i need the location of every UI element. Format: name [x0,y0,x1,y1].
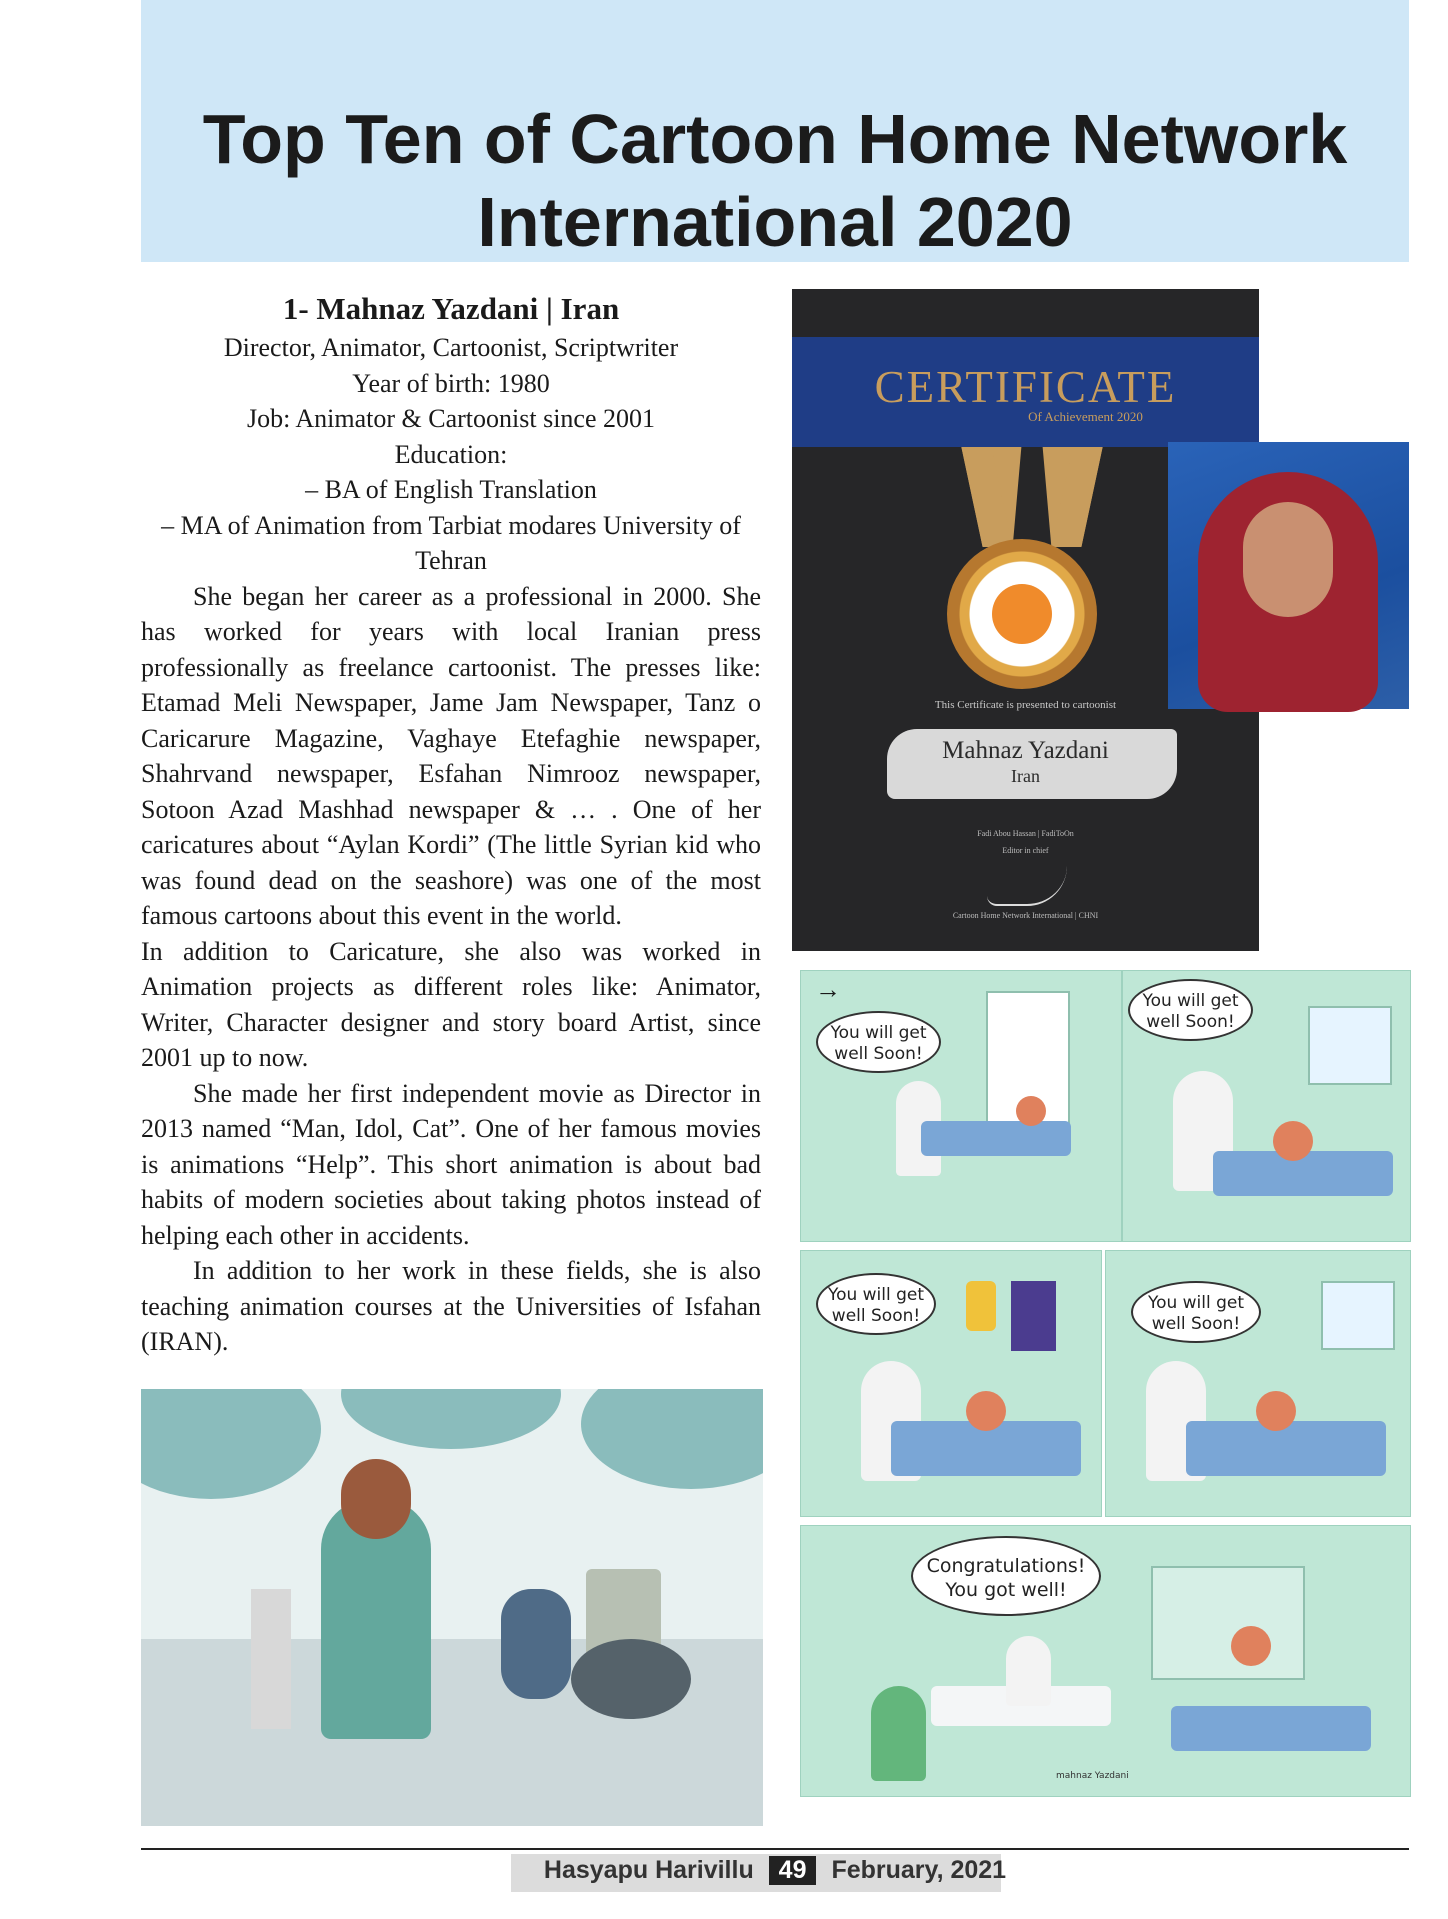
title-line-1: Top Ten of Cartoon Home Network [202,100,1348,178]
patient-head [1273,1121,1313,1161]
title-line-2: International 2020 [477,183,1073,261]
arrow-icon: → [815,975,841,1004]
certificate-network: Cartoon Home Network International | CHNI [952,911,1099,920]
iv-bag-icon [966,1281,996,1331]
speech-bubble-2: You will get well Soon! [1128,979,1253,1041]
footer-rule [141,1848,1409,1850]
title-banner [141,0,1409,262]
water-tap [251,1589,291,1729]
trash-bag [571,1639,691,1719]
comic-strip [800,970,1409,1795]
certificate-country: Iran [1011,766,1040,786]
comic-panel-4 [1105,1250,1411,1517]
artist-heading: 1- Mahnaz Yazdani | Iran [282,291,620,326]
certificate-editor [792,825,1259,859]
speech-bubble-5: Congratulations! You got well! [911,1536,1101,1616]
paragraph-career: She began her career as a professional in 2000. She has worked for years with local Iranian press professionally as freelance cartoonist. The presses like: Etamad Meli Newspaper, Jame Jam Newspaper, Tanz o Caricarure Magazine, Vaghaye Etefaghie newspaper, Shahrvand newspaper, Esfahan Nimrooz newspaper, Sotoon Azad Mashhad newspaper & … . One of her caricatures about “Aylan Kordi” (The little Syrian kid who was found dead on the seashore) was one of the most famous cartoons about this event in the world. [141,581,761,930]
editor-role: Editor in chief [1002,846,1049,855]
patient-head [1231,1626,1271,1666]
patient-head [966,1391,1006,1431]
speech-bubble-3: You will get well Soon! [816,1273,936,1335]
artist-job: Job: Animator & Cartoonist since 2001 [246,404,656,433]
education-ba: – BA of English Translation [305,475,597,504]
cartoon-home-logo-icon [992,584,1052,644]
paragraph-animation: In addition to Caricature, she also was worked in Animation projects as different roles like: Animator, Writer, Character designer and story board Artist, since 2001 up to now. [141,936,761,1072]
editor-name: Fadi Abou Hassan | FadiToOn [977,829,1074,838]
artist-roles: Director, Animator, Cartoonist, Scriptwriter [223,333,679,362]
bed [921,1121,1071,1156]
patient-head [1016,1096,1046,1126]
bed [1186,1421,1386,1476]
education-label: Education: [394,439,508,469]
speech-bubble-4: You will get well Soon! [1131,1281,1261,1343]
comic-credit: mahnaz Yazdani [1056,1771,1129,1781]
paragraph-teaching: In addition to her work in these fields, she is also teaching animation courses at the Universities of Isfahan (IRAN). [141,1256,761,1356]
window [1321,1281,1395,1350]
issue-date: February, 2021 [831,1856,1007,1884]
article-body [141,290,761,1360]
education-ma: – MA of Animation from Tarbiat modares University of [161,510,741,540]
magazine-name: Hasyapu Harivillu [543,1856,754,1884]
comic-panel-1 [800,970,1122,1242]
certificate-presented: This Certificate is presented to cartoonist [934,699,1117,711]
comic-panel-2 [1122,970,1411,1242]
nurse-running-figure [871,1686,926,1781]
window [1308,1006,1392,1085]
recovered-patient-figure [1006,1636,1051,1706]
night-window [1011,1281,1056,1351]
signature-icon [987,864,1067,906]
certificate-title: CERTIFICATE [874,362,1177,412]
hospital-equipment [1151,1566,1305,1680]
patient-head [1256,1391,1296,1431]
mother-head [341,1459,411,1539]
comic-panel-3 [800,1250,1102,1517]
page-title [141,98,1409,264]
medal-ribbon-right [1021,447,1102,547]
speech-bubble-1: You will get well Soon! [816,1011,941,1073]
portrait-face [1243,502,1333,617]
comic-panel-5 [800,1525,1411,1797]
bed [1171,1706,1371,1751]
paragraph-movies: She made her first independent movie as Director in 2013 named “Man, Idol, Cat”. One of her famous movies is animations “Help”. This short animation is about bad habits of modern societies about taking photos instead of helping each other in accidents. [141,1078,761,1250]
certificate-subtitle: Of Achievement 2020 [1028,409,1143,424]
help-illustration [141,1389,763,1826]
page-number: 49 [769,1856,817,1885]
artist-birth: Year of birth: 1980 [352,368,550,398]
artist-portrait [1168,442,1409,709]
footer-text [141,1856,1409,1885]
certificate-name: Mahnaz Yazdani [942,737,1109,764]
education-ma-city: Tehran [415,546,487,575]
child-figure [501,1589,571,1699]
